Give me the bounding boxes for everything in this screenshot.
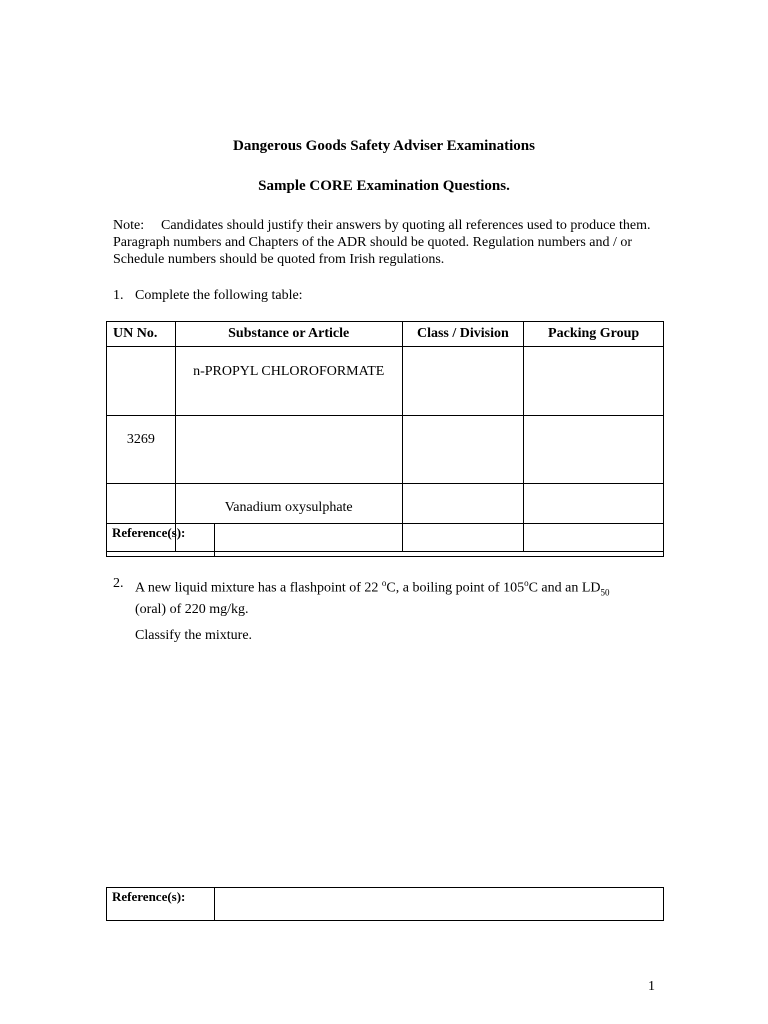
question-1-number: 1. — [113, 288, 124, 303]
cell-substance[interactable] — [175, 416, 402, 484]
table-header-row — [107, 322, 664, 347]
table-row — [107, 347, 664, 416]
note-text: Candidates should justify their answers by quoting all references used to produce them. Paragraph numbers and Chapters of the ADR should be quoted. Regulation numbers and / or Schedule numbers should be quoted from Irish regulations. — [113, 218, 651, 267]
question-2-text: A new liquid mixture has a flashpoint of 22 $^o$C, a boiling point of 105$^o$C and an $LD_{50}$ (oral) of 220 mg/kg. — [135, 578, 610, 618]
document-subtitle: Sample CORE Examination Questions. — [258, 178, 510, 194]
answer-table — [106, 321, 664, 552]
col-header-substance: Substance or Article — [175, 322, 402, 347]
col-header-un-no: UN No. — [107, 322, 176, 347]
question-2-number: 2. — [113, 576, 124, 591]
col-header-packing-group: Packing Group — [524, 322, 664, 347]
question-2-instruction: Classify the mixture. — [135, 628, 253, 643]
reference-label: Reference(s): — [107, 524, 215, 557]
col-header-class: Class / Division — [402, 322, 524, 347]
cell-substance: n-PROPYL CHLOROFORMATE — [175, 347, 402, 416]
reference-box-1 — [106, 523, 664, 557]
cell-un-no[interactable] — [107, 347, 176, 416]
table-row — [107, 416, 664, 484]
reference-input[interactable] — [215, 524, 664, 557]
cell-un-no: 3269 — [107, 416, 176, 484]
reference-input[interactable] — [215, 888, 664, 921]
cell-class[interactable] — [402, 347, 524, 416]
cell-packing-group[interactable] — [524, 416, 664, 484]
page-number: 1 — [648, 979, 655, 994]
cell-substance: Vanadium oxysulphate — [175, 484, 402, 552]
reference-box-2 — [106, 887, 664, 921]
document-title: Dangerous Goods Safety Adviser Examinations — [233, 138, 535, 154]
cell-class[interactable] — [402, 416, 524, 484]
reference-label: Reference(s): — [107, 888, 215, 921]
question-2 — [113, 575, 663, 618]
question-1-text: Complete the following table: — [135, 288, 303, 303]
cell-packing-group[interactable] — [524, 347, 664, 416]
note-label: Note: — [113, 218, 145, 233]
note-paragraph — [113, 217, 658, 268]
